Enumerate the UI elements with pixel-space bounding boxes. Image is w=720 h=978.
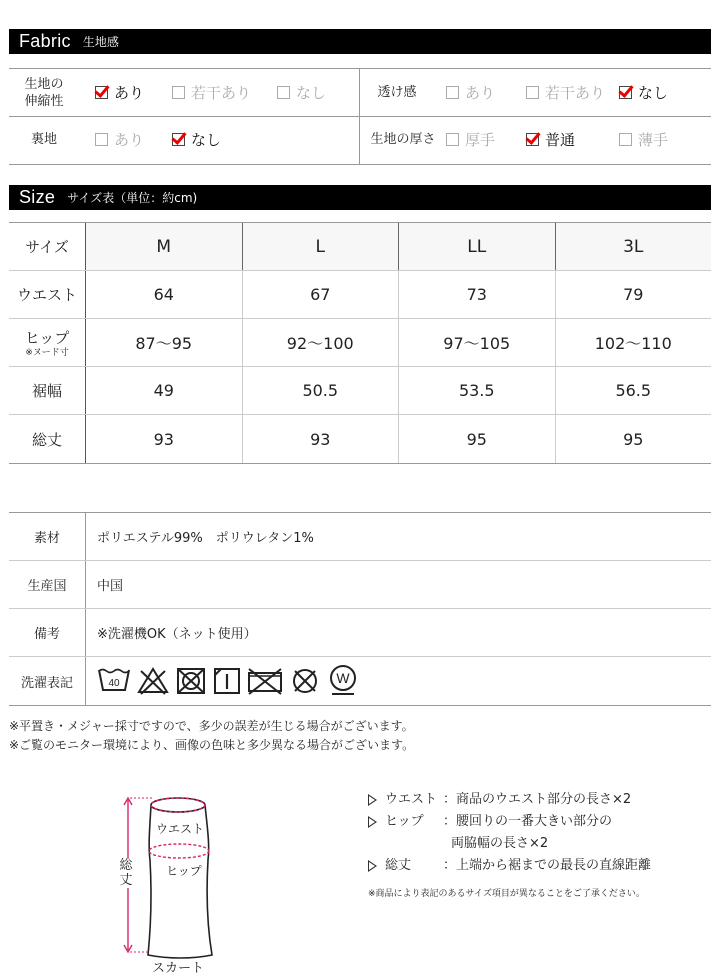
- lining-option-no: なし: [172, 129, 221, 150]
- thickness-option-thin: 薄手: [619, 129, 668, 150]
- table-cell: 93: [243, 415, 400, 463]
- care-label: 洗濯表記: [9, 657, 86, 705]
- table-cell: 93: [86, 415, 243, 463]
- checkbox-checked-icon: [95, 86, 108, 99]
- diagram-length-label: 総丈: [119, 858, 133, 888]
- size-col-3l: 3L: [556, 223, 712, 270]
- note-line: ※平置き・メジャー採寸ですので、多少の誤差が生じる場合がございます。: [9, 719, 414, 733]
- row-label-length: 総丈: [9, 415, 86, 463]
- size-header-row: [9, 223, 711, 271]
- hip-note: ※ヌード寸: [25, 348, 69, 358]
- size-title: Size: [19, 187, 56, 207]
- table-cell: 53.5: [399, 367, 556, 414]
- skirt-diagram: [118, 795, 238, 975]
- size-col-l: L: [243, 223, 400, 270]
- legend-footnote: ※商品により表記のあるサイズ項目が異なることをご了承ください。: [368, 889, 645, 899]
- legend-item: ヒップ ：腰回りの一番大きい部分の: [368, 811, 651, 833]
- legend-item: 総丈 ：上端から裾までの最長の直線距離: [368, 855, 651, 877]
- table-cell: 102〜110: [594, 334, 672, 353]
- checkbox-icon: [95, 133, 108, 146]
- sheer-option-slight: 若干あり: [526, 82, 605, 103]
- material-value: ポリエステル99% ポリウレタン1%: [97, 531, 314, 546]
- fabric-section-bar: [9, 29, 711, 54]
- checkbox-icon: [619, 133, 632, 146]
- checkbox-icon: [172, 86, 185, 99]
- table-cell: 49: [86, 367, 243, 414]
- origin-label: 生産国: [9, 561, 86, 608]
- care-icons: [86, 664, 360, 698]
- remarks-label: 備考: [9, 609, 86, 656]
- triangle-icon: [368, 860, 377, 872]
- fabric-title: Fabric: [19, 31, 71, 51]
- origin-row: [9, 561, 711, 609]
- table-cell: 64: [86, 271, 243, 318]
- origin-value: 中国: [97, 579, 124, 594]
- no-dry-clean-icon: [288, 666, 322, 696]
- table-cell: 73: [399, 271, 556, 318]
- material-label: 素材: [9, 513, 86, 560]
- table-cell: 95: [623, 429, 644, 449]
- material-table: [9, 512, 711, 706]
- triangle-icon: [368, 816, 377, 828]
- table-cell: 79: [623, 285, 644, 304]
- stretch-label: 生地の 伸縮性: [24, 77, 64, 109]
- measurement-legend: [368, 789, 651, 905]
- table-cell: 95: [399, 415, 556, 463]
- diagram-caption: スカート: [151, 961, 205, 975]
- no-tumble-dry-icon: [174, 666, 208, 696]
- checkbox-icon: [277, 86, 290, 99]
- size-section-bar: [9, 185, 711, 210]
- remarks-value: ※洗濯機OK（ネット使用）: [97, 627, 257, 642]
- checkbox-checked-icon: [526, 133, 539, 146]
- table-cell: 97〜105: [399, 319, 556, 366]
- table-row: [9, 319, 711, 367]
- svg-text:40: 40: [108, 678, 120, 689]
- size-col-m: M: [86, 223, 243, 270]
- size-col-ll: LL: [399, 223, 556, 270]
- wash-40-icon: [96, 666, 132, 696]
- size-subtitle: サイズ表（単位：約cm): [67, 191, 198, 205]
- thickness-option-normal: 普通: [526, 129, 575, 150]
- legend-item: ウエスト ：商品のウエスト部分の長さ×2: [368, 789, 651, 811]
- row-label-hip: ヒップ ※ヌード寸: [9, 319, 86, 366]
- fabric-subtitle: 生地感: [82, 35, 119, 49]
- no-iron-icon: [246, 666, 284, 696]
- table-cell: 50.5: [243, 367, 400, 414]
- no-bleach-icon: [136, 666, 170, 696]
- table-cell: 87〜95: [86, 319, 243, 366]
- diagram-waist-label: ウエスト: [155, 822, 205, 836]
- table-cell: 92〜100: [243, 319, 400, 366]
- wet-clean-icon: [326, 664, 360, 698]
- table-row: [9, 271, 711, 319]
- note-line: ※ご覧のモニター環境により、画像の色味と多少異なる場合がございます。: [9, 738, 415, 752]
- thickness-option-thick: 厚手: [446, 129, 495, 150]
- material-row: [9, 513, 711, 561]
- table-row: [9, 367, 711, 415]
- measurement-notes: [9, 717, 414, 755]
- sheer-option-no: なし: [619, 82, 668, 103]
- table-row: [9, 415, 711, 463]
- sheer-label: 透け感: [377, 85, 417, 100]
- stretch-option-yes: あり: [95, 82, 144, 103]
- lining-option-yes: あり: [95, 129, 144, 150]
- sheer-option-yes: あり: [446, 82, 495, 103]
- checkbox-checked-icon: [172, 133, 185, 146]
- legend-item: 両脇幅の長さ×2: [451, 836, 549, 851]
- stretch-option-no: なし: [277, 82, 326, 103]
- lining-label: 裏地: [30, 132, 57, 147]
- fabric-table: [9, 68, 711, 165]
- svg-text:W: W: [336, 670, 350, 686]
- care-row: [9, 657, 711, 705]
- size-table: [9, 222, 711, 464]
- thickness-label: 生地の厚さ: [370, 132, 436, 147]
- checkbox-icon: [446, 133, 459, 146]
- table-cell: 56.5: [615, 381, 652, 400]
- checkbox-icon: [446, 86, 459, 99]
- checkbox-checked-icon: [619, 86, 632, 99]
- remarks-row: [9, 609, 711, 657]
- stretch-option-slight: 若干あり: [172, 82, 251, 103]
- checkbox-icon: [526, 86, 539, 99]
- diagram-hip-label: ヒップ: [166, 864, 202, 878]
- table-cell: 67: [243, 271, 400, 318]
- line-dry-icon: [212, 666, 242, 696]
- row-label-waist: ウエスト: [9, 271, 86, 318]
- row-label-hem-width: 裾幅: [9, 367, 86, 414]
- size-header-label: サイズ: [9, 223, 86, 270]
- triangle-icon: [368, 794, 377, 806]
